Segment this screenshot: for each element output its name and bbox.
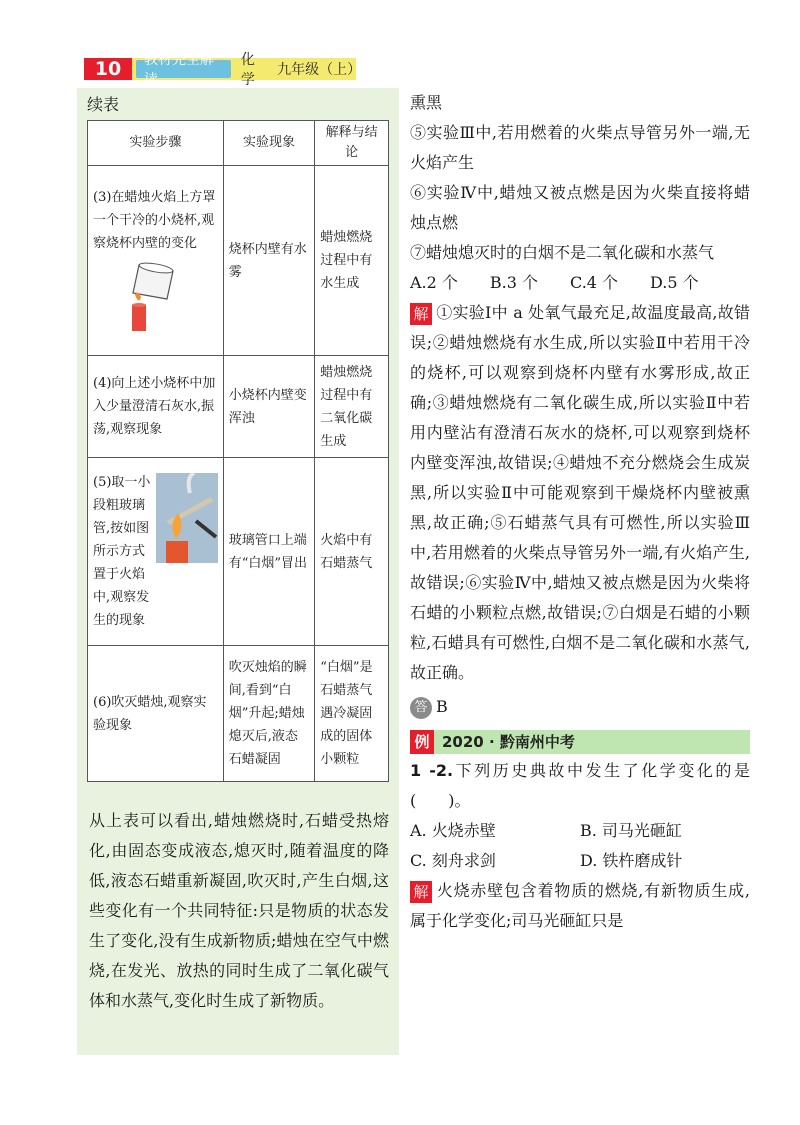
header-step: 实验步骤 bbox=[88, 121, 224, 166]
explanation-text: ①实验Ⅰ中 a 处氧气最充足,故温度最高,故错误;②蜡烛燃烧有水生成,所以实验Ⅱ中若用干冷的烧杯,可以观察到烧杯内壁有水雾形成,故正确;③蜡烛燃烧有二氧化碳生成,所以实验Ⅱ中若用内壁沾有澄清石灰水的烧杯,可以观察到烧杯内壁变浑浊,故错误;④蜡烛不充分燃烧会生成炭黑,所以实验Ⅱ中可能观察到干燥烧杯内壁被熏黑,故正确;⑤石蜡蒸气具有可燃性,所以实验Ⅲ中,若用燃着的火柴点导管另外一端,有火焰产生,故错误;⑥实验Ⅳ中,蜡烛又被点燃是因为火柴将石蜡的小颗粒点燃,故错误;⑦白烟是石蜡的小颗粒,石蜡具有可燃性,白烟不是二氧化碳和水蒸气,故正确。 bbox=[410, 303, 750, 682]
explanation2-block bbox=[410, 876, 750, 936]
beaker-over-candle-illustration bbox=[123, 261, 193, 333]
table-cell-conclusion: 蜡烛燃烧过程中有二氧化碳生成 bbox=[315, 356, 389, 458]
left-panel bbox=[77, 88, 399, 1055]
header-phenomenon: 实验现象 bbox=[223, 121, 315, 166]
jie-badge: 解 bbox=[410, 303, 432, 325]
table-cell-conclusion: “白烟”是石蜡蒸气遇冷凝固成的固体小颗粒 bbox=[315, 646, 389, 782]
continued-label: 续表 bbox=[87, 95, 120, 114]
explanation2-text: 火烧赤壁包含着物质的燃烧,有新物质生成,属于化学变化;司马光砸缸只是 bbox=[410, 881, 750, 930]
book-name: 教材完全解读 bbox=[136, 60, 231, 78]
page-number: 10 bbox=[84, 58, 132, 80]
question bbox=[410, 756, 750, 816]
running-title bbox=[132, 52, 362, 88]
summary-paragraph: 从上表可以看出,蜡烛燃烧时,石蜡受热熔化,由固态变成液态,熄灭时,随着温度的降低,液态石蜡重新凝固,吹灭时,产生白烟,这些变化有一个共同特征:只是物质的状态发生了变化,没有生成新物质;蜡烛在空气中燃烧,在发光、放热的同时生成了二氧化碳气体和水蒸气,变化时生成了新物质。 bbox=[89, 811, 389, 1010]
example-badge: 例 bbox=[410, 730, 434, 754]
explanation-block bbox=[410, 298, 750, 688]
continued-text: 熏黑 bbox=[410, 93, 443, 112]
table-cell-step bbox=[88, 166, 224, 356]
step-text: (5)取一小段粗玻璃管,按如图所示方式置于火焰中,观察发生的现象 bbox=[93, 475, 151, 628]
grade: 九年级（上） bbox=[277, 62, 362, 78]
question-number: 1 -2. bbox=[410, 761, 454, 780]
glass-tube-photo bbox=[156, 473, 218, 563]
question-options bbox=[410, 816, 750, 876]
table-row bbox=[88, 166, 389, 356]
header-conclusion: 解释与结论 bbox=[315, 121, 389, 166]
table-header-row bbox=[88, 121, 389, 166]
table-cell-step: (4)向上述小烧杯中加入少量澄清石灰水,振荡,观察现象 bbox=[88, 356, 224, 458]
option-c: C. 刻舟求剑 bbox=[410, 851, 496, 870]
right-column bbox=[410, 88, 750, 936]
subject: 化学 bbox=[240, 52, 255, 88]
example-banner bbox=[410, 730, 750, 754]
table-row bbox=[88, 646, 389, 782]
answer-badge: 答 bbox=[410, 697, 432, 719]
table-row bbox=[88, 458, 389, 646]
answer-value: B bbox=[436, 697, 448, 716]
table-cell-phenomenon: 烧杯内壁有水雾 bbox=[223, 166, 315, 356]
experiment-table bbox=[87, 120, 389, 782]
jie-badge: 解 bbox=[410, 881, 432, 903]
page-header bbox=[84, 52, 362, 88]
question-text: 下列历史典故中发生了化学变化的是( )。 bbox=[410, 761, 750, 810]
answer-options: A.2 个 B.3 个 C.4 个 D.5 个 bbox=[410, 273, 699, 292]
table-cell-step bbox=[88, 458, 224, 646]
statement-6: ⑥实验Ⅳ中,蜡烛又被点燃是因为火柴直接将蜡烛点燃 bbox=[410, 183, 750, 232]
table-row bbox=[88, 356, 389, 458]
table-cell-phenomenon: 玻璃管口上端有“白烟”冒出 bbox=[223, 458, 315, 646]
option-d: D. 铁杵磨成针 bbox=[580, 851, 683, 870]
answer-line bbox=[410, 692, 750, 722]
option-b: B. 司马光砸缸 bbox=[580, 821, 682, 840]
table-cell-step: (6)吹灭蜡烛,观察实验现象 bbox=[88, 646, 224, 782]
step-text: (3)在蜡烛火焰上方罩一个干冷的小烧杯,观察烧杯内壁的变化 bbox=[93, 190, 216, 251]
statement-7: ⑦蜡烛熄灭时的白烟不是二氧化碳和水蒸气 bbox=[410, 243, 715, 262]
table-cell-phenomenon: 小烧杯内壁变浑浊 bbox=[223, 356, 315, 458]
option-a: A. 火烧赤壁 bbox=[410, 821, 496, 840]
table-cell-phenomenon: 吹灭烛焰的瞬间,看到“白烟”升起;蜡烛熄灭后,液态石蜡凝固 bbox=[223, 646, 315, 782]
table-cell-conclusion: 火焰中有石蜡蒸气 bbox=[315, 458, 389, 646]
table-cell-conclusion: 蜡烛燃烧过程中有水生成 bbox=[315, 166, 389, 356]
example-source: 2020 · 黔南州中考 bbox=[434, 730, 750, 754]
statement-5: ⑤实验Ⅲ中,若用燃着的火柴点导管另外一端,无火焰产生 bbox=[410, 123, 750, 172]
